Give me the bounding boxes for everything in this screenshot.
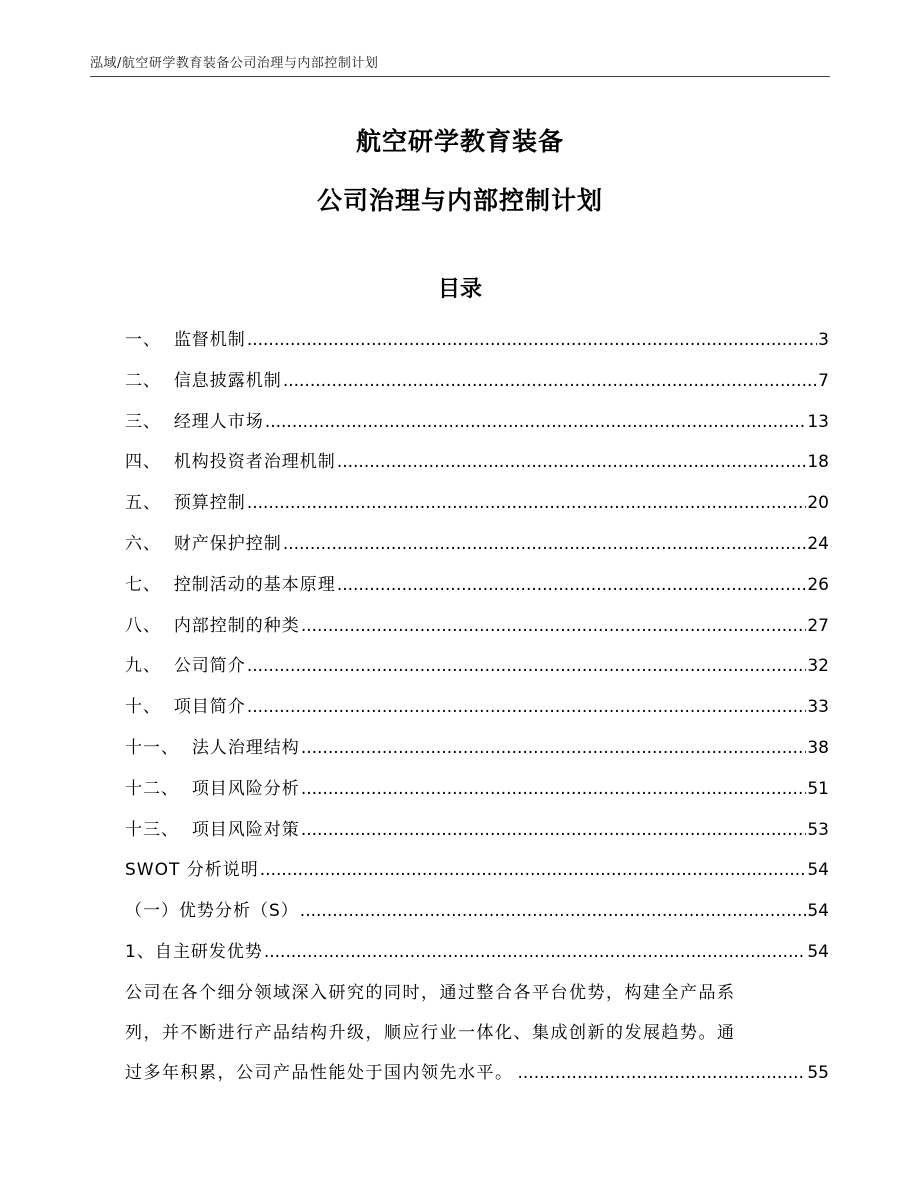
toc-entry-number: 九、 — [125, 656, 174, 677]
toc-entry-label: 预算控制 — [173, 493, 246, 514]
toc-entry[interactable] — [125, 606, 829, 647]
toc-entry[interactable] — [125, 483, 829, 524]
toc-leader-dots — [301, 769, 807, 810]
toc-entry-number: 四、 — [125, 452, 174, 473]
toc-entry-label: 项目风险对策 — [191, 819, 300, 840]
toc-entry[interactable] — [125, 810, 829, 851]
toc-entry-number: 五、 — [125, 493, 174, 514]
table-of-contents — [125, 320, 829, 1093]
toc-entry-page: 3 — [818, 330, 829, 350]
toc-entry[interactable] — [125, 361, 829, 402]
toc-entry-number: 十三、 — [125, 819, 192, 840]
toc-entry-number: 三、 — [125, 411, 174, 432]
toc-entry[interactable] — [125, 932, 829, 973]
toc-entry-label: 公司简介 — [173, 656, 246, 677]
toc-entry-page: 32 — [807, 656, 829, 677]
toc-leader-dots — [518, 1053, 806, 1093]
toc-entry-label: 信息披露机制 — [173, 370, 282, 391]
toc-entry-paragraph[interactable] — [125, 973, 829, 1093]
document-title-line2: 公司治理与内部控制计划 — [316, 186, 603, 215]
toc-entry-page: 54 — [807, 941, 829, 962]
toc-entry-page: 7 — [818, 370, 829, 391]
toc-entry-page: 53 — [807, 819, 829, 840]
toc-entry[interactable] — [125, 769, 829, 810]
toc-entry-page: 20 — [807, 493, 829, 514]
toc-entry-label: 1、自主研发优势 — [125, 941, 263, 962]
toc-leader-dots — [264, 932, 807, 973]
toc-heading: 目录 — [437, 277, 482, 302]
toc-entry-number: 八、 — [125, 615, 174, 636]
toc-entry-page: 27 — [807, 615, 829, 636]
toc-entry-page: 54 — [807, 901, 829, 922]
toc-entry-label: 内部控制的种类 — [173, 615, 300, 636]
toc-entry-number: 十二、 — [125, 778, 192, 799]
toc-leader-dots — [337, 442, 807, 483]
toc-leader-dots — [247, 483, 807, 524]
toc-entry-page: 24 — [807, 533, 829, 554]
toc-entry-label: 监督机制 — [173, 330, 246, 350]
toc-leader-dots — [247, 646, 807, 687]
toc-entry-label: 控制活动的基本原理 — [173, 574, 336, 595]
toc-entry[interactable] — [125, 402, 829, 443]
toc-entry-page: 26 — [807, 574, 829, 595]
toc-paragraph-line: 列，并不断进行产品结构升级，顺应行业一体化、集成创新的发展趋势。通 — [125, 1022, 736, 1043]
toc-leader-dots — [247, 687, 807, 728]
toc-entry-page: 54 — [807, 860, 829, 881]
running-header: 泓域/航空研学教育装备公司治理与内部控制计划 — [90, 52, 830, 77]
toc-entry-page: 51 — [807, 778, 829, 799]
toc-entry-page: 13 — [807, 411, 829, 432]
toc-entry-label: 项目风险分析 — [191, 778, 300, 799]
toc-paragraph-line: 公司在各个细分领域深入研究的同时，通过整合各平台优势，构建全产品系 — [125, 982, 736, 1003]
toc-entry[interactable] — [125, 524, 829, 565]
toc-entry-number: 十一、 — [125, 737, 192, 758]
document-title-line1: 航空研学教育装备 — [355, 127, 564, 156]
toc-leader-dots — [337, 565, 807, 606]
toc-entry-label: 经理人市场 — [173, 411, 264, 432]
toc-entry[interactable] — [125, 850, 829, 891]
toc-entry-number: 一、 — [125, 330, 174, 350]
toc-entry-number: 七、 — [125, 574, 174, 595]
toc-leader-dots — [283, 524, 807, 565]
toc-paragraph-last-line — [125, 1053, 829, 1093]
toc-entry-label: 法人治理结构 — [191, 737, 300, 758]
toc-leader-dots — [247, 320, 817, 361]
toc-entry-number: 六、 — [125, 533, 174, 554]
toc-entry-page: 38 — [807, 737, 829, 758]
toc-entry-label: 机构投资者治理机制 — [173, 452, 336, 473]
toc-entry-label: 项目简介 — [173, 697, 246, 718]
toc-entry-page: 55 — [807, 1062, 829, 1083]
toc-entry[interactable] — [125, 646, 829, 687]
toc-leader-dots — [301, 810, 807, 851]
toc-entry[interactable] — [125, 320, 829, 361]
toc-entry[interactable] — [125, 442, 829, 483]
toc-entry-number: 十、 — [125, 697, 174, 718]
toc-leader-dots — [283, 361, 817, 402]
toc-entry-number: 二、 — [125, 370, 174, 391]
toc-entry[interactable] — [125, 891, 829, 932]
toc-entry-label: 财产保护控制 — [173, 533, 282, 554]
toc-leader-dots — [301, 606, 807, 647]
toc-leader-dots — [265, 402, 807, 443]
toc-entry[interactable] — [125, 565, 829, 606]
toc-leader-dots — [300, 891, 807, 932]
toc-entry[interactable] — [125, 687, 829, 728]
toc-entry[interactable] — [125, 728, 829, 769]
toc-leader-dots — [260, 850, 807, 891]
toc-entry-page: 18 — [807, 452, 829, 473]
toc-entry-label: （一）优势分析（S） — [125, 901, 299, 922]
toc-entry-page: 33 — [807, 697, 829, 718]
toc-paragraph-line: 过多年积累，公司产品性能处于国内领先水平。 — [125, 1062, 514, 1083]
toc-leader-dots — [301, 728, 807, 769]
toc-entry-label: SWOT 分析说明 — [125, 860, 259, 881]
